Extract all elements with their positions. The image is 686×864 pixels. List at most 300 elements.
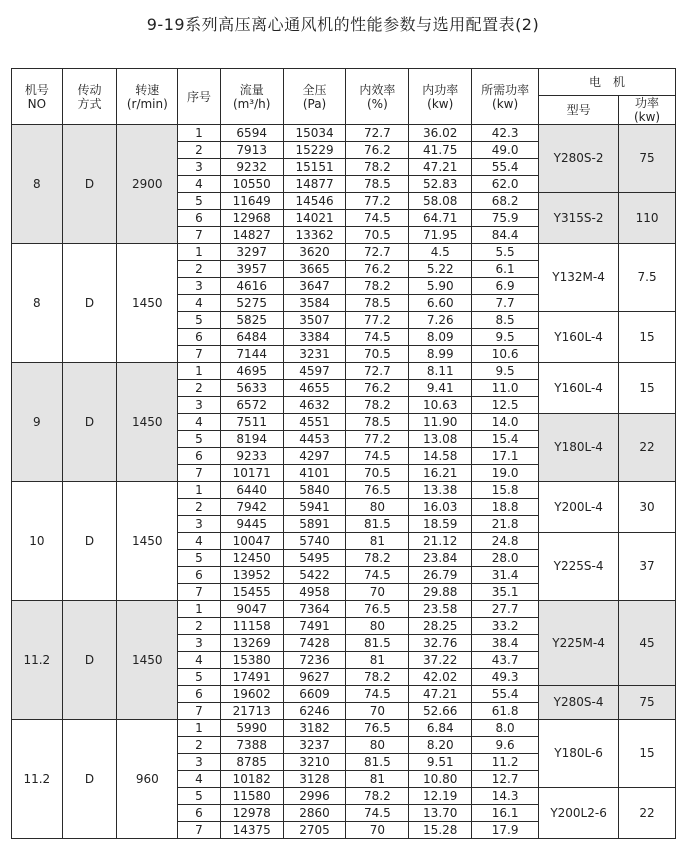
flow-cell: 11580 bbox=[220, 788, 283, 805]
pressure-cell: 14021 bbox=[283, 210, 346, 227]
efficiency-cell: 74.5 bbox=[346, 567, 409, 584]
flow-cell: 4695 bbox=[220, 363, 283, 380]
efficiency-cell: 74.5 bbox=[346, 329, 409, 346]
flow-cell: 14827 bbox=[220, 227, 283, 244]
required-power-cell: 61.8 bbox=[472, 703, 539, 720]
speed-cell: 1450 bbox=[117, 244, 178, 363]
seq-cell: 7 bbox=[178, 822, 221, 839]
motor-model-cell: Y280S-4 bbox=[539, 686, 619, 720]
drive-cell: D bbox=[62, 125, 117, 244]
pressure-cell: 2996 bbox=[283, 788, 346, 805]
required-power-cell: 21.8 bbox=[472, 516, 539, 533]
internal-power-cell: 8.99 bbox=[409, 346, 472, 363]
header-seq: 序号 bbox=[178, 69, 221, 125]
required-power-cell: 5.5 bbox=[472, 244, 539, 261]
required-power-cell: 55.4 bbox=[472, 686, 539, 703]
internal-power-cell: 14.58 bbox=[409, 448, 472, 465]
seq-cell: 6 bbox=[178, 448, 221, 465]
motor-model-cell: Y225S-4 bbox=[539, 533, 619, 601]
seq-cell: 5 bbox=[178, 550, 221, 567]
flow-cell: 19602 bbox=[220, 686, 283, 703]
flow-cell: 21713 bbox=[220, 703, 283, 720]
header-motor-power: 功率 (kw) bbox=[619, 96, 676, 125]
flow-cell: 10171 bbox=[220, 465, 283, 482]
required-power-cell: 42.3 bbox=[472, 125, 539, 142]
flow-cell: 14375 bbox=[220, 822, 283, 839]
flow-cell: 7388 bbox=[220, 737, 283, 754]
internal-power-cell: 13.08 bbox=[409, 431, 472, 448]
required-power-cell: 18.8 bbox=[472, 499, 539, 516]
efficiency-cell: 81.5 bbox=[346, 516, 409, 533]
seq-cell: 3 bbox=[178, 159, 221, 176]
pressure-cell: 14546 bbox=[283, 193, 346, 210]
efficiency-cell: 70 bbox=[346, 584, 409, 601]
internal-power-cell: 42.02 bbox=[409, 669, 472, 686]
efficiency-cell: 70 bbox=[346, 822, 409, 839]
pressure-cell: 13362 bbox=[283, 227, 346, 244]
motor-power-cell: 15 bbox=[619, 363, 676, 414]
flow-cell: 9445 bbox=[220, 516, 283, 533]
seq-cell: 1 bbox=[178, 601, 221, 618]
table-row bbox=[12, 482, 676, 499]
pressure-cell: 7364 bbox=[283, 601, 346, 618]
efficiency-cell: 77.2 bbox=[346, 312, 409, 329]
motor-model-cell: Y180L-6 bbox=[539, 720, 619, 788]
internal-power-cell: 15.28 bbox=[409, 822, 472, 839]
internal-power-cell: 37.22 bbox=[409, 652, 472, 669]
speed-cell: 1450 bbox=[117, 601, 178, 720]
efficiency-cell: 76.5 bbox=[346, 601, 409, 618]
efficiency-cell: 78.5 bbox=[346, 176, 409, 193]
required-power-cell: 9.5 bbox=[472, 363, 539, 380]
flow-cell: 7144 bbox=[220, 346, 283, 363]
seq-cell: 3 bbox=[178, 397, 221, 414]
motor-power-cell: 30 bbox=[619, 482, 676, 533]
drive-cell: D bbox=[62, 601, 117, 720]
motor-model-cell: Y280S-2 bbox=[539, 125, 619, 193]
flow-cell: 10182 bbox=[220, 771, 283, 788]
motor-power-cell: 75 bbox=[619, 686, 676, 720]
flow-cell: 15380 bbox=[220, 652, 283, 669]
pressure-cell: 4453 bbox=[283, 431, 346, 448]
motor-power-cell: 45 bbox=[619, 601, 676, 686]
motor-power-cell: 15 bbox=[619, 720, 676, 788]
required-power-cell: 6.1 bbox=[472, 261, 539, 278]
required-power-cell: 11.0 bbox=[472, 380, 539, 397]
efficiency-cell: 78.2 bbox=[346, 397, 409, 414]
seq-cell: 4 bbox=[178, 295, 221, 312]
internal-power-cell: 16.21 bbox=[409, 465, 472, 482]
internal-power-cell: 4.5 bbox=[409, 244, 472, 261]
internal-power-cell: 23.58 bbox=[409, 601, 472, 618]
efficiency-cell: 72.7 bbox=[346, 363, 409, 380]
pressure-cell: 4655 bbox=[283, 380, 346, 397]
header-motor-model: 型号 bbox=[539, 96, 619, 125]
required-power-cell: 9.6 bbox=[472, 737, 539, 754]
seq-cell: 5 bbox=[178, 431, 221, 448]
efficiency-cell: 77.2 bbox=[346, 193, 409, 210]
required-power-cell: 15.4 bbox=[472, 431, 539, 448]
required-power-cell: 16.1 bbox=[472, 805, 539, 822]
flow-cell: 12968 bbox=[220, 210, 283, 227]
efficiency-cell: 78.2 bbox=[346, 669, 409, 686]
efficiency-cell: 74.5 bbox=[346, 210, 409, 227]
efficiency-cell: 72.7 bbox=[346, 244, 409, 261]
motor-power-cell: 75 bbox=[619, 125, 676, 193]
pressure-cell: 5422 bbox=[283, 567, 346, 584]
efficiency-cell: 78.2 bbox=[346, 788, 409, 805]
seq-cell: 2 bbox=[178, 380, 221, 397]
seq-cell: 5 bbox=[178, 193, 221, 210]
page-title: 9-19系列高压离心通风机的性能参数与选用配置表(2) bbox=[146, 15, 540, 34]
efficiency-cell: 80 bbox=[346, 499, 409, 516]
flow-cell: 8785 bbox=[220, 754, 283, 771]
seq-cell: 7 bbox=[178, 227, 221, 244]
flow-cell: 5825 bbox=[220, 312, 283, 329]
drive-cell: D bbox=[62, 482, 117, 601]
flow-cell: 5633 bbox=[220, 380, 283, 397]
required-power-cell: 14.0 bbox=[472, 414, 539, 431]
drive-cell: D bbox=[62, 363, 117, 482]
motor-model-cell: Y315S-2 bbox=[539, 193, 619, 244]
speed-cell: 2900 bbox=[117, 125, 178, 244]
required-power-cell: 27.7 bbox=[472, 601, 539, 618]
fan-spec-table bbox=[11, 68, 676, 839]
efficiency-cell: 74.5 bbox=[346, 805, 409, 822]
internal-power-cell: 9.41 bbox=[409, 380, 472, 397]
speed-cell: 1450 bbox=[117, 363, 178, 482]
required-power-cell: 17.1 bbox=[472, 448, 539, 465]
pressure-cell: 6246 bbox=[283, 703, 346, 720]
pressure-cell: 4958 bbox=[283, 584, 346, 601]
required-power-cell: 7.7 bbox=[472, 295, 539, 312]
seq-cell: 1 bbox=[178, 720, 221, 737]
internal-power-cell: 5.22 bbox=[409, 261, 472, 278]
flow-cell: 15455 bbox=[220, 584, 283, 601]
internal-power-cell: 36.02 bbox=[409, 125, 472, 142]
required-power-cell: 11.2 bbox=[472, 754, 539, 771]
efficiency-cell: 70 bbox=[346, 703, 409, 720]
seq-cell: 2 bbox=[178, 618, 221, 635]
flow-cell: 6572 bbox=[220, 397, 283, 414]
pressure-cell: 7236 bbox=[283, 652, 346, 669]
internal-power-cell: 13.70 bbox=[409, 805, 472, 822]
motor-model-cell: Y200L2-6 bbox=[539, 788, 619, 839]
flow-cell: 11158 bbox=[220, 618, 283, 635]
required-power-cell: 55.4 bbox=[472, 159, 539, 176]
internal-power-cell: 71.95 bbox=[409, 227, 472, 244]
efficiency-cell: 76.2 bbox=[346, 261, 409, 278]
drive-cell: D bbox=[62, 720, 117, 839]
required-power-cell: 8.0 bbox=[472, 720, 539, 737]
seq-cell: 1 bbox=[178, 482, 221, 499]
efficiency-cell: 78.5 bbox=[346, 414, 409, 431]
pressure-cell: 5840 bbox=[283, 482, 346, 499]
seq-cell: 4 bbox=[178, 176, 221, 193]
flow-cell: 4616 bbox=[220, 278, 283, 295]
machine-no-cell: 10 bbox=[12, 482, 63, 601]
motor-power-cell: 22 bbox=[619, 414, 676, 482]
internal-power-cell: 10.80 bbox=[409, 771, 472, 788]
pressure-cell: 3647 bbox=[283, 278, 346, 295]
internal-power-cell: 8.11 bbox=[409, 363, 472, 380]
pressure-cell: 3665 bbox=[283, 261, 346, 278]
efficiency-cell: 70.5 bbox=[346, 346, 409, 363]
seq-cell: 1 bbox=[178, 125, 221, 142]
required-power-cell: 35.1 bbox=[472, 584, 539, 601]
required-power-cell: 62.0 bbox=[472, 176, 539, 193]
seq-cell: 1 bbox=[178, 363, 221, 380]
flow-cell: 10047 bbox=[220, 533, 283, 550]
internal-power-cell: 52.83 bbox=[409, 176, 472, 193]
internal-power-cell: 13.38 bbox=[409, 482, 472, 499]
required-power-cell: 33.2 bbox=[472, 618, 539, 635]
motor-power-cell: 110 bbox=[619, 193, 676, 244]
internal-power-cell: 29.88 bbox=[409, 584, 472, 601]
motor-model-cell: Y225M-4 bbox=[539, 601, 619, 686]
pressure-cell: 4632 bbox=[283, 397, 346, 414]
seq-cell: 2 bbox=[178, 499, 221, 516]
seq-cell: 4 bbox=[178, 771, 221, 788]
flow-cell: 6440 bbox=[220, 482, 283, 499]
header-efficiency: 内效率 (%) bbox=[346, 69, 409, 125]
pressure-cell: 7428 bbox=[283, 635, 346, 652]
flow-cell: 6594 bbox=[220, 125, 283, 142]
pressure-cell: 15229 bbox=[283, 142, 346, 159]
required-power-cell: 43.7 bbox=[472, 652, 539, 669]
flow-cell: 7942 bbox=[220, 499, 283, 516]
efficiency-cell: 77.2 bbox=[346, 431, 409, 448]
motor-model-cell: Y200L-4 bbox=[539, 482, 619, 533]
seq-cell: 6 bbox=[178, 686, 221, 703]
seq-cell: 3 bbox=[178, 754, 221, 771]
efficiency-cell: 76.5 bbox=[346, 720, 409, 737]
internal-power-cell: 16.03 bbox=[409, 499, 472, 516]
flow-cell: 8194 bbox=[220, 431, 283, 448]
seq-cell: 4 bbox=[178, 652, 221, 669]
pressure-cell: 2860 bbox=[283, 805, 346, 822]
seq-cell: 4 bbox=[178, 414, 221, 431]
flow-cell: 9232 bbox=[220, 159, 283, 176]
seq-cell: 2 bbox=[178, 737, 221, 754]
seq-cell: 6 bbox=[178, 567, 221, 584]
efficiency-cell: 81 bbox=[346, 771, 409, 788]
required-power-cell: 6.9 bbox=[472, 278, 539, 295]
internal-power-cell: 32.76 bbox=[409, 635, 472, 652]
table-row bbox=[12, 601, 676, 618]
seq-cell: 2 bbox=[178, 261, 221, 278]
seq-cell: 3 bbox=[178, 635, 221, 652]
pressure-cell: 5941 bbox=[283, 499, 346, 516]
required-power-cell: 84.4 bbox=[472, 227, 539, 244]
internal-power-cell: 41.75 bbox=[409, 142, 472, 159]
required-power-cell: 9.5 bbox=[472, 329, 539, 346]
drive-cell: D bbox=[62, 244, 117, 363]
pressure-cell: 5495 bbox=[283, 550, 346, 567]
table-row bbox=[12, 720, 676, 737]
header-speed: 转速 (r/min) bbox=[117, 69, 178, 125]
seq-cell: 6 bbox=[178, 210, 221, 227]
pressure-cell: 4597 bbox=[283, 363, 346, 380]
required-power-cell: 24.8 bbox=[472, 533, 539, 550]
pressure-cell: 7491 bbox=[283, 618, 346, 635]
pressure-cell: 5740 bbox=[283, 533, 346, 550]
flow-cell: 3297 bbox=[220, 244, 283, 261]
header-internal-power: 内功率 (kw) bbox=[409, 69, 472, 125]
seq-cell: 3 bbox=[178, 516, 221, 533]
header-motor: 电 机 bbox=[539, 69, 676, 96]
seq-cell: 5 bbox=[178, 788, 221, 805]
pressure-cell: 3231 bbox=[283, 346, 346, 363]
machine-no-cell: 8 bbox=[12, 244, 63, 363]
speed-cell: 960 bbox=[117, 720, 178, 839]
flow-cell: 12450 bbox=[220, 550, 283, 567]
seq-cell: 2 bbox=[178, 142, 221, 159]
internal-power-cell: 12.19 bbox=[409, 788, 472, 805]
internal-power-cell: 7.26 bbox=[409, 312, 472, 329]
pressure-cell: 15034 bbox=[283, 125, 346, 142]
flow-cell: 5990 bbox=[220, 720, 283, 737]
efficiency-cell: 78.5 bbox=[346, 295, 409, 312]
efficiency-cell: 80 bbox=[346, 737, 409, 754]
motor-model-cell: Y180L-4 bbox=[539, 414, 619, 482]
pressure-cell: 4101 bbox=[283, 465, 346, 482]
machine-no-cell: 8 bbox=[12, 125, 63, 244]
pressure-cell: 5891 bbox=[283, 516, 346, 533]
required-power-cell: 17.9 bbox=[472, 822, 539, 839]
efficiency-cell: 70.5 bbox=[346, 465, 409, 482]
internal-power-cell: 8.09 bbox=[409, 329, 472, 346]
efficiency-cell: 78.2 bbox=[346, 278, 409, 295]
internal-power-cell: 47.21 bbox=[409, 159, 472, 176]
flow-cell: 5275 bbox=[220, 295, 283, 312]
pressure-cell: 3620 bbox=[283, 244, 346, 261]
flow-cell: 12978 bbox=[220, 805, 283, 822]
internal-power-cell: 21.12 bbox=[409, 533, 472, 550]
seq-cell: 7 bbox=[178, 346, 221, 363]
flow-cell: 10550 bbox=[220, 176, 283, 193]
pressure-cell: 3584 bbox=[283, 295, 346, 312]
efficiency-cell: 74.5 bbox=[346, 686, 409, 703]
internal-power-cell: 9.51 bbox=[409, 754, 472, 771]
flow-cell: 17491 bbox=[220, 669, 283, 686]
speed-cell: 1450 bbox=[117, 482, 178, 601]
required-power-cell: 49.3 bbox=[472, 669, 539, 686]
internal-power-cell: 8.20 bbox=[409, 737, 472, 754]
required-power-cell: 28.0 bbox=[472, 550, 539, 567]
required-power-cell: 12.7 bbox=[472, 771, 539, 788]
required-power-cell: 75.9 bbox=[472, 210, 539, 227]
efficiency-cell: 76.5 bbox=[346, 482, 409, 499]
flow-cell: 7511 bbox=[220, 414, 283, 431]
header-pressure: 全压 (Pa) bbox=[283, 69, 346, 125]
seq-cell: 6 bbox=[178, 805, 221, 822]
seq-cell: 7 bbox=[178, 584, 221, 601]
seq-cell: 1 bbox=[178, 244, 221, 261]
flow-cell: 9047 bbox=[220, 601, 283, 618]
internal-power-cell: 5.90 bbox=[409, 278, 472, 295]
motor-power-cell: 7.5 bbox=[619, 244, 676, 312]
pressure-cell: 3128 bbox=[283, 771, 346, 788]
machine-no-cell: 11.2 bbox=[12, 720, 63, 839]
internal-power-cell: 6.60 bbox=[409, 295, 472, 312]
efficiency-cell: 78.2 bbox=[346, 159, 409, 176]
internal-power-cell: 18.59 bbox=[409, 516, 472, 533]
efficiency-cell: 80 bbox=[346, 618, 409, 635]
pressure-cell: 6609 bbox=[283, 686, 346, 703]
seq-cell: 7 bbox=[178, 465, 221, 482]
flow-cell: 13269 bbox=[220, 635, 283, 652]
flow-cell: 13952 bbox=[220, 567, 283, 584]
pressure-cell: 14877 bbox=[283, 176, 346, 193]
table-row bbox=[12, 363, 676, 380]
internal-power-cell: 28.25 bbox=[409, 618, 472, 635]
seq-cell: 7 bbox=[178, 703, 221, 720]
seq-cell: 3 bbox=[178, 278, 221, 295]
motor-model-cell: Y132M-4 bbox=[539, 244, 619, 312]
seq-cell: 6 bbox=[178, 329, 221, 346]
internal-power-cell: 23.84 bbox=[409, 550, 472, 567]
flow-cell: 3957 bbox=[220, 261, 283, 278]
required-power-cell: 14.3 bbox=[472, 788, 539, 805]
motor-model-cell: Y160L-4 bbox=[539, 363, 619, 414]
pressure-cell: 3507 bbox=[283, 312, 346, 329]
machine-no-cell: 11.2 bbox=[12, 601, 63, 720]
flow-cell: 6484 bbox=[220, 329, 283, 346]
internal-power-cell: 52.66 bbox=[409, 703, 472, 720]
pressure-cell: 2705 bbox=[283, 822, 346, 839]
flow-cell: 9233 bbox=[220, 448, 283, 465]
header-machine-no: 机号 NO bbox=[12, 69, 63, 125]
header-required-power: 所需功率 (kw) bbox=[472, 69, 539, 125]
pressure-cell: 9627 bbox=[283, 669, 346, 686]
required-power-cell: 38.4 bbox=[472, 635, 539, 652]
table-row bbox=[12, 125, 676, 142]
table-body bbox=[12, 125, 676, 839]
efficiency-cell: 70.5 bbox=[346, 227, 409, 244]
table-row bbox=[12, 244, 676, 261]
internal-power-cell: 58.08 bbox=[409, 193, 472, 210]
efficiency-cell: 76.2 bbox=[346, 380, 409, 397]
pressure-cell: 15151 bbox=[283, 159, 346, 176]
seq-cell: 4 bbox=[178, 533, 221, 550]
internal-power-cell: 64.71 bbox=[409, 210, 472, 227]
pressure-cell: 4551 bbox=[283, 414, 346, 431]
required-power-cell: 12.5 bbox=[472, 397, 539, 414]
header-drive: 传动 方式 bbox=[62, 69, 117, 125]
required-power-cell: 10.6 bbox=[472, 346, 539, 363]
efficiency-cell: 74.5 bbox=[346, 448, 409, 465]
seq-cell: 5 bbox=[178, 312, 221, 329]
flow-cell: 11649 bbox=[220, 193, 283, 210]
internal-power-cell: 47.21 bbox=[409, 686, 472, 703]
machine-no-cell: 9 bbox=[12, 363, 63, 482]
pressure-cell: 3384 bbox=[283, 329, 346, 346]
table-header bbox=[12, 69, 676, 125]
internal-power-cell: 11.90 bbox=[409, 414, 472, 431]
efficiency-cell: 81.5 bbox=[346, 635, 409, 652]
motor-power-cell: 22 bbox=[619, 788, 676, 839]
efficiency-cell: 81.5 bbox=[346, 754, 409, 771]
pressure-cell: 3210 bbox=[283, 754, 346, 771]
pressure-cell: 4297 bbox=[283, 448, 346, 465]
efficiency-cell: 78.2 bbox=[346, 550, 409, 567]
required-power-cell: 68.2 bbox=[472, 193, 539, 210]
internal-power-cell: 26.79 bbox=[409, 567, 472, 584]
efficiency-cell: 72.7 bbox=[346, 125, 409, 142]
internal-power-cell: 6.84 bbox=[409, 720, 472, 737]
pressure-cell: 3237 bbox=[283, 737, 346, 754]
